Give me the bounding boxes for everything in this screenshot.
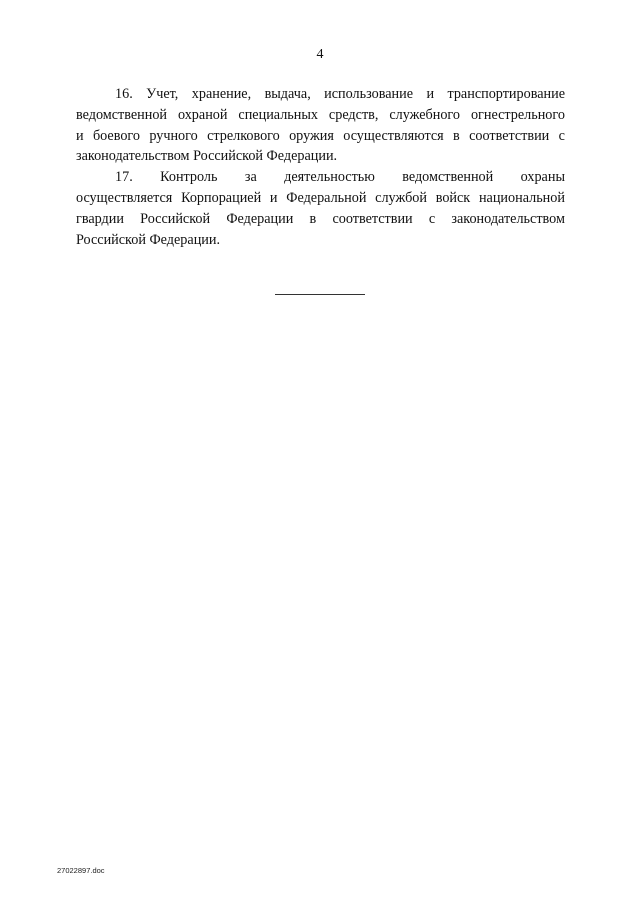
paragraph-word: охраны [520, 169, 565, 186]
paragraph-word: Федерации [226, 210, 294, 227]
paragraph-line: законодательством Российской Федерации. [76, 148, 338, 165]
paragraph-word: в [309, 210, 317, 227]
paragraph-word: охраной [177, 106, 228, 123]
paragraph-line: Российской Федерации. [76, 231, 221, 248]
paragraph-word: и [426, 86, 435, 102]
paragraph-17 [76, 167, 565, 250]
paragraph-word: осуществляется [76, 189, 173, 206]
paragraph-word: выдача, [264, 86, 311, 102]
paragraph-word: и [269, 189, 278, 206]
paragraph-word: 16. [115, 86, 133, 102]
paragraph-word: Учет, [146, 86, 179, 102]
paragraph-line [76, 84, 565, 105]
paragraph-word: боевого [92, 127, 140, 144]
paragraph-word: национальной [478, 189, 565, 206]
paragraph-line [76, 188, 565, 209]
paragraph-word: служебного [389, 106, 460, 123]
paragraph-line [76, 209, 565, 230]
paragraph-word: службой [375, 189, 427, 206]
paragraph-word: оружия [289, 127, 334, 144]
paragraph-word: с [558, 127, 565, 144]
paragraph-word: Контроль [160, 169, 218, 186]
paragraph-word: законодательством [451, 210, 565, 227]
paragraph-word: Российской [140, 210, 211, 227]
paragraph-16 [76, 84, 565, 167]
paragraph-word: Федеральной [286, 189, 367, 206]
paragraph-word: деятельностью [284, 169, 375, 186]
paragraph-word: и [76, 127, 84, 144]
paragraph-word: соответствии [469, 127, 550, 144]
document-body [76, 84, 565, 250]
paragraph-line [76, 167, 565, 188]
separator-line [275, 294, 365, 295]
paragraph-word: гвардии [76, 210, 124, 227]
paragraph-word: транспортирование [447, 86, 565, 102]
paragraph-word: в [453, 127, 460, 144]
paragraph-word: соответствии [332, 210, 413, 227]
document-code: 27022897.doc [57, 866, 105, 875]
paragraph-word: средств, [328, 106, 379, 123]
paragraph-word: Корпорацией [181, 189, 262, 206]
paragraph-word: осуществляются [343, 127, 444, 144]
page-number: 4 [316, 47, 324, 62]
paragraph-word: ведомственной [76, 106, 168, 123]
paragraph-word: огнестрельного [470, 106, 565, 123]
paragraph-word: ведомственной [402, 169, 494, 186]
paragraph-word: использование [324, 86, 414, 102]
paragraph-line [76, 105, 565, 126]
paragraph-word: ручного [149, 127, 198, 144]
paragraph-word: с [428, 210, 436, 227]
paragraph-word: за [244, 169, 257, 186]
paragraph-word: войск [435, 189, 471, 206]
paragraph-word: 17. [115, 169, 133, 186]
paragraph-word: хранение, [191, 86, 252, 102]
paragraph-word: специальных [238, 106, 318, 123]
paragraph-word: стрелкового [207, 127, 280, 144]
paragraph-line [76, 126, 565, 147]
